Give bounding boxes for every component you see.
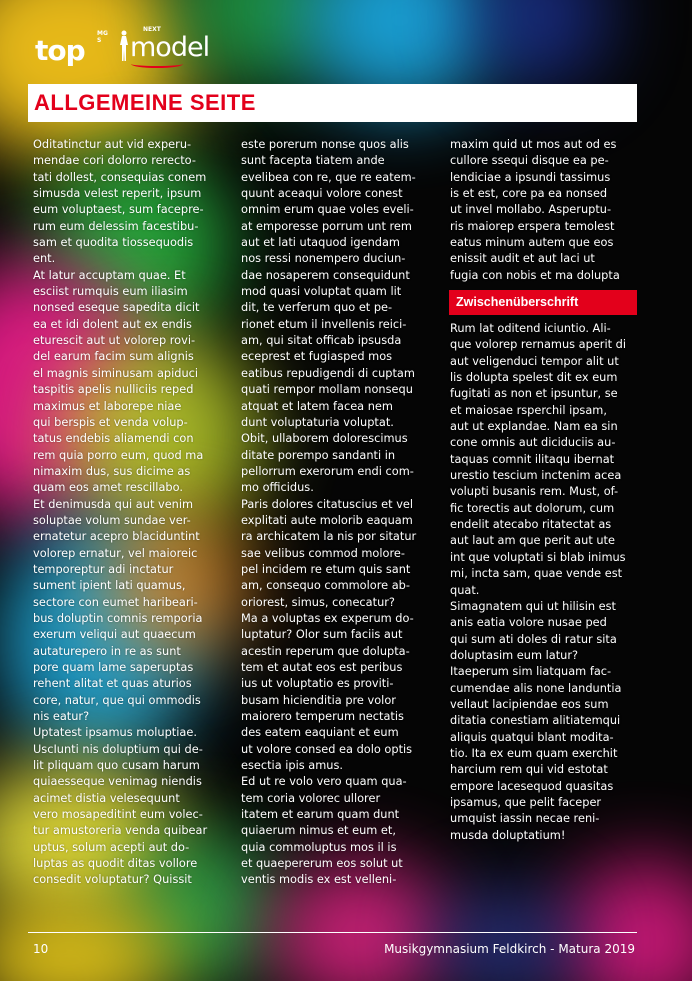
text-line: sam et quodita tiossequodis [33, 235, 194, 250]
text-line: ut invel mollabo. Asperuptu- [450, 202, 612, 217]
text-line: et maiosae rsperchil ipsam, [450, 402, 607, 417]
text-line: mod quasi voluptat quam lit [241, 284, 402, 299]
text-line: taquas comnit ilitaqu ibernat [450, 451, 615, 466]
text-line: Et denimusda qui aut venim [33, 496, 194, 511]
text-line: empore lacesequod quasitas [450, 778, 614, 793]
text-line: quam eos amet rescillabo. [33, 480, 183, 495]
text-line: am, qui sitat officab ipsusda [241, 333, 402, 348]
text-line: tem et autat eos est peribus [241, 660, 403, 674]
text-line: itatem et earum quam dunt [241, 807, 400, 822]
text-line: cone omnis aut diciduciis au- [450, 435, 616, 450]
text-line: mendae cori dolorro rerecto- [33, 153, 196, 168]
text-line: esectia ipis amus. [241, 758, 343, 773]
text-line: harcium rem qui vid estotat [450, 762, 608, 777]
text-line: tio. Ita ex eum quam exerchit [450, 745, 618, 760]
text-line: tur amustoreria venda quibear [33, 823, 208, 838]
text-line: sae velibus commod molore- [241, 545, 405, 560]
text-line: mo officidus. [241, 480, 314, 495]
text-line: int que voluptati si blab inimus [450, 549, 626, 564]
text-line: sectore con eumet haribeari- [33, 594, 198, 609]
text-line: soluptae volum sundae ver- [33, 512, 191, 527]
text-line: ris maiorep erspera temolest [450, 218, 615, 233]
text-line: Itaeperum sim liatquam fac- [450, 664, 612, 679]
text-line: quiaesseque venimag niendis [33, 774, 202, 789]
text-line: rehent alitat et quas aturios [33, 676, 192, 691]
text-line: exerum veliqui aut quaecum [33, 627, 196, 642]
text-line: taspitis apelis nulliciis reped [33, 382, 194, 397]
text-line: consedit voluptatur? Quissit [33, 872, 192, 887]
text-line: simusda velest reperit, ipsum [33, 186, 202, 201]
text-line: busam hicienditia pre volor [241, 692, 396, 707]
text-line: evelibea con re, que re eatem- [241, 169, 416, 184]
text-line: nonsed eseque sapedita dicit [33, 300, 200, 315]
text-line: et quaepererum eos solut ut [241, 856, 403, 871]
text-line: qui berspis et venda volup- [33, 414, 188, 429]
text-line: Ed ut re volo vero quam qua- [241, 774, 407, 789]
logo-swoosh [131, 60, 183, 68]
text-line: ditate porempo sandanti in [241, 447, 396, 462]
text-line: ius ut voluptatio es proviti- [241, 676, 394, 691]
text-line: fic torectis aut dolorum, cum [450, 500, 615, 515]
text-line: Simagnatem qui ut hilisin est [450, 598, 617, 613]
logo-msb: MG S [97, 30, 108, 44]
text-line: nimaxim dus, sus dicime as [33, 463, 191, 478]
text-line: quia commoluptus mos il is [241, 839, 397, 854]
text-line: ra archicatem la nis por sitatur [241, 529, 417, 544]
text-line: aut laut am que perit aut ute [450, 533, 615, 548]
subheading-box [449, 290, 637, 315]
title-bar [28, 84, 637, 122]
text-line: ut volore consed ea dolo optis [241, 741, 413, 756]
footer-rule [28, 932, 637, 933]
logo-model: model [130, 32, 210, 63]
text-line: dit, te verferum quo et pe- [241, 300, 393, 315]
text-line: urestio tescium inctenim acea [450, 468, 622, 483]
text-line: Paris dolores citatuscius et vel [241, 496, 414, 511]
text-line: quat. [450, 582, 480, 597]
text-line: mi, incta sam, quae vende est [450, 566, 623, 581]
text-line: vellaut lacipiendae eos sum [450, 696, 609, 711]
text-line: tati dollest, consequias conem [33, 169, 207, 184]
text-line: tem coria volorec ullorer [241, 790, 381, 805]
logo-top: top [35, 34, 85, 67]
page-number: 10 [33, 942, 49, 956]
text-line: endelit atecabo ritatectat as [450, 517, 612, 532]
text-line: lis dolupta spelest dit ex eum [450, 370, 618, 385]
text-line: pel incidem re etum quis sant [241, 561, 411, 576]
text-line: nos ressi nonempero duciun- [241, 251, 406, 266]
text-line: sunt facepta tiatem ande [241, 153, 385, 168]
text-line: anis eatia volore nusae ped [450, 615, 607, 630]
text-line: At latur accuptam quae. Et [33, 267, 186, 282]
text-line: eceprest et fugiasped mos [241, 349, 393, 364]
text-line: quunt aceaqui volore conest [241, 186, 403, 201]
text-column-1 [33, 136, 216, 888]
text-line: eum voluptaest, sum facepre- [33, 202, 204, 217]
text-line: Uptatest ipsamus moluptiae. [33, 725, 197, 740]
text-line: fugia con nobis et ma dolupta [450, 267, 620, 282]
text-line: doluptasim eum latur? [450, 647, 579, 662]
text-line: vero mosapeditint eum volec- [33, 807, 203, 822]
text-line: bus doluptin comnis remporia [33, 610, 203, 625]
text-line: cullore ssequi disque ea pe- [450, 153, 609, 168]
text-line: que volorep rernamus aperit di [450, 337, 627, 352]
text-line: Oditatinctur aut vid experu- [33, 137, 192, 151]
text-line: tatus endebis aliamendi con [33, 431, 194, 446]
text-line: eatibus repudigendi di cuptam [241, 365, 415, 380]
logo-next: NEXT [143, 26, 161, 33]
text-line: nis eatur? [33, 709, 90, 724]
text-line: aut veligenduci tempor alit ut [450, 353, 619, 368]
text-line: uptus, solum acepti aut do- [33, 839, 190, 854]
footer-text: Musikgymnasium Feldkirch - Matura 2019 [384, 942, 635, 956]
text-line: rum eum delessim facestibu- [33, 218, 199, 233]
text-line: atquat et latem facea nem [241, 398, 393, 413]
text-line: am, consequo commolore ab- [241, 578, 410, 593]
text-line: pore quam lame saperuptas [33, 660, 194, 674]
text-line: umquist iassin necae reni- [450, 811, 600, 826]
text-line: aut ut explandae. Nam ea sin [450, 419, 618, 434]
text-column-3-bottom [450, 320, 633, 843]
text-line: eatus minum autem que eos [450, 235, 614, 250]
text-line: ent. [33, 251, 56, 266]
runway-figure-icon [117, 30, 131, 62]
text-line: Rum lat oditend iciuntio. Ali- [450, 321, 611, 335]
text-line: maximus et laborepe niae [33, 398, 182, 413]
text-line: Obit, ullaborem dolorescimus [241, 431, 408, 446]
text-line: luptatur? Olor sum faciis aut [241, 627, 403, 642]
text-line: maiorero temperum nectatis [241, 709, 404, 724]
text-line: temporeptur adi inctatur [33, 561, 174, 576]
text-line: lit pliquam quo cusam harum [33, 758, 200, 773]
text-line: volorep ernatur, vel maioreic [33, 545, 198, 560]
text-line: acimet distia velesequunt [33, 790, 180, 805]
text-line: lendiciae a ipsundi tassimus [450, 169, 611, 184]
text-line: maxim quid ut mos aut od es [450, 137, 617, 151]
text-line: qui sum ati doles di ratur sita [450, 631, 617, 646]
text-line: oriorest, simus, conecatur? [241, 594, 395, 609]
subheading: Zwischenüberschrift [456, 295, 579, 309]
text-line: acestin reperum que dolupta- [241, 643, 410, 658]
text-line: core, natur, que qui ommodis [33, 692, 201, 707]
text-line: eturescit aut ut volorep rovi- [33, 333, 196, 348]
text-line: explitati aute molorib eaquam [241, 512, 413, 527]
text-column-2 [241, 136, 424, 888]
text-line: ipsamus, que pelit faceper [450, 794, 602, 809]
text-line: ditatia conestiam alitiatemqui [450, 713, 621, 728]
text-line: luptas as quodit ditas vollore [33, 856, 198, 871]
text-line: cumendae alis none landuntia [450, 680, 622, 695]
text-line: UscIunti nis doluptium qui de- [33, 741, 203, 756]
text-line: quati rempor mollam nonsequ [241, 382, 413, 397]
text-line: dae nosaperem consequidunt [241, 267, 410, 282]
text-line: des eatem eaquiant et eum [241, 725, 399, 740]
text-line: dunt voluptaturia voluptat. [241, 414, 394, 429]
text-line: omnim erum quae voles eveli- [241, 202, 414, 217]
text-line: autaturepero in re as sunt [33, 643, 181, 658]
text-line: quiaerum nimus et eum et, [241, 823, 396, 838]
text-line: ea et idi dolent aut ex endis [33, 316, 192, 331]
text-line: del earum facim sum alignis [33, 349, 194, 364]
text-line: aliquis quatqui blant modita- [450, 729, 614, 744]
text-line: rem quia porro eum, quod ma [33, 447, 204, 462]
text-line: musda doluptatium! [450, 827, 566, 842]
text-line: el magnis siminusam apiduci [33, 365, 199, 380]
text-line: is et est, core pa ea nonsed [450, 186, 608, 201]
text-line: este porerum nonse quos alis [241, 137, 409, 151]
text-line: volupti busanis rem. Must, of- [450, 484, 619, 499]
text-line: Ma a voluptas ex experum do- [241, 610, 414, 625]
text-line: rionet etum il invellenis reici- [241, 316, 407, 331]
text-line: aut et lati utaquod igendam [241, 235, 400, 250]
text-line: sument ipient lati quamus, [33, 578, 186, 593]
text-line: fugitati as non et ipsuntur, se [450, 386, 618, 401]
text-line: pellorrum exerorum endi com- [241, 463, 414, 478]
text-column-3-top [450, 136, 633, 283]
text-line: enissit audit et aut laci ut [450, 251, 595, 266]
text-line: at emporesse porrum unt rem [241, 218, 412, 233]
text-line: ernatetur acepro blaciduntint [33, 529, 200, 544]
text-line: ventis modis ex est velleni- [241, 872, 397, 887]
text-line: esciist rumquis eum iliasim [33, 284, 188, 299]
page-title: ALLGEMEINE SEITE [34, 90, 256, 115]
